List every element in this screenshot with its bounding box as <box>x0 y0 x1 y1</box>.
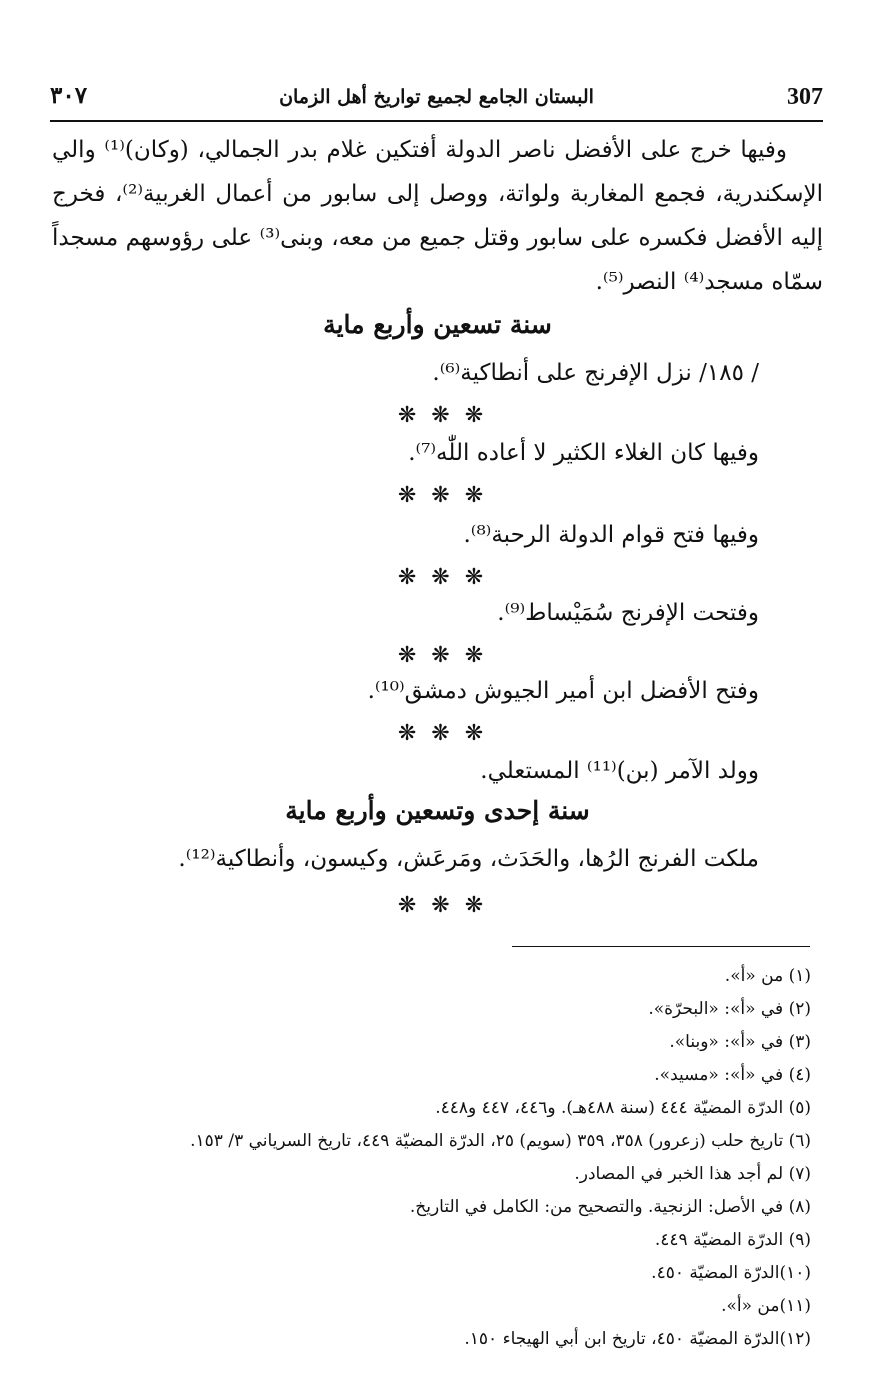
year-heading: سنة تسعين وأربع ماية <box>323 310 552 339</box>
entry-text: ملكت الفرنج الرُها، والحَدَث، ومَرعَش، وكيسون، وأنطاكية⁽¹²⁾. <box>178 846 759 872</box>
entry-text: وفتحت الإفرنج سُمَيْساط⁽⁹⁾. <box>497 600 759 626</box>
footnote: (٧) لم أجد هذا الخبر في المصادر. <box>574 1164 811 1184</box>
year-heading: سنة إحدى وتسعين وأربع ماية <box>285 796 590 825</box>
footnote: (٦) تاريخ حلب (زعرور) ٣٥٨، ٣٥٩ (سويم) ٢٥، الدرّة المضيّة ٤٤٩، تاريخ السرياني ٣/ ١٥٣. <box>190 1131 811 1151</box>
ornament-separator: ❋ ❋ ❋ <box>397 403 488 428</box>
footnote-rule <box>512 946 810 947</box>
ornament-separator: ❋ ❋ ❋ <box>397 483 488 508</box>
footnote: (٥) الدرّة المضيّة ٤٤٤ (سنة ٤٨٨هـ). و٤٤٦، ٤٤٧ و٤٤٨. <box>435 1098 811 1118</box>
entry-text: وفتح الأفضل ابن أمير الجيوش دمشق⁽¹⁰⁾. <box>367 678 759 704</box>
footnote: (١) من «أ». <box>724 966 811 986</box>
running-header <box>50 78 823 122</box>
book-title: البستان الجامع لجميع تواريخ أهل الزمان <box>279 86 594 108</box>
footnote: (٨) في الأصل: الزنجية. والتصحيح من: الكامل في التاريخ. <box>409 1197 811 1217</box>
header-rule <box>50 120 823 122</box>
footnote: (٩) الدرّة المضيّة ٤٤٩. <box>654 1230 811 1250</box>
page-number-latin: 307 <box>787 84 823 110</box>
entry-text: وولد الآمر (بن)⁽¹¹⁾ المستعلي. <box>480 758 759 784</box>
footnote: (١٢)الدرّة المضيّة ٤٥٠، تاريخ ابن أبي الهيجاء ١٥٠. <box>464 1329 811 1349</box>
footnote: (٤) في «أ»: «مسيد». <box>654 1065 811 1085</box>
body-paragraph: وفيها خرج على الأفضل ناصر الدولة أفتكين غلام بدر الجمالي، (وكان)⁽¹⁾ والي الإسكندرية، فجمع المغاربة ولواتة، ووصل إلى سابور من أعمال الغربية⁽²⁾، فخرج إليه الأفضل فكسره على سابور وقتل جميع من معه، وبنى⁽³⁾ على رؤوسهم مسجداً سمّاه مسجد⁽⁴⁾ النصر⁽⁵⁾. <box>52 137 824 295</box>
footnote: (٢) في «أ»: «البحرّة». <box>648 999 811 1019</box>
page-number-arabic: ٣٠٧ <box>50 82 88 109</box>
entry-text: وفيها كان الغلاء الكثير لا أعاده اللّٰه⁽⁷⁾. <box>408 440 759 466</box>
footnote: (١١)من «أ». <box>721 1296 811 1316</box>
entry-text: / ١٨٥/ نزل الإفرنج على أنطاكية⁽⁶⁾. <box>432 360 759 386</box>
footnotes <box>44 960 811 1356</box>
footnote: (١٠)الدرّة المضيّة ٤٥٠. <box>651 1263 811 1283</box>
ornament-separator: ❋ ❋ ❋ <box>397 721 488 746</box>
ornament-separator: ❋ ❋ ❋ <box>397 643 488 668</box>
ornament-separator: ❋ ❋ ❋ <box>397 565 488 590</box>
footnote: (٣) في «أ»: «وبنا». <box>669 1032 811 1052</box>
entry-text: وفيها فتح قوام الدولة الرحبة⁽⁸⁾. <box>463 522 759 548</box>
ornament-separator: ❋ ❋ ❋ <box>397 893 488 918</box>
